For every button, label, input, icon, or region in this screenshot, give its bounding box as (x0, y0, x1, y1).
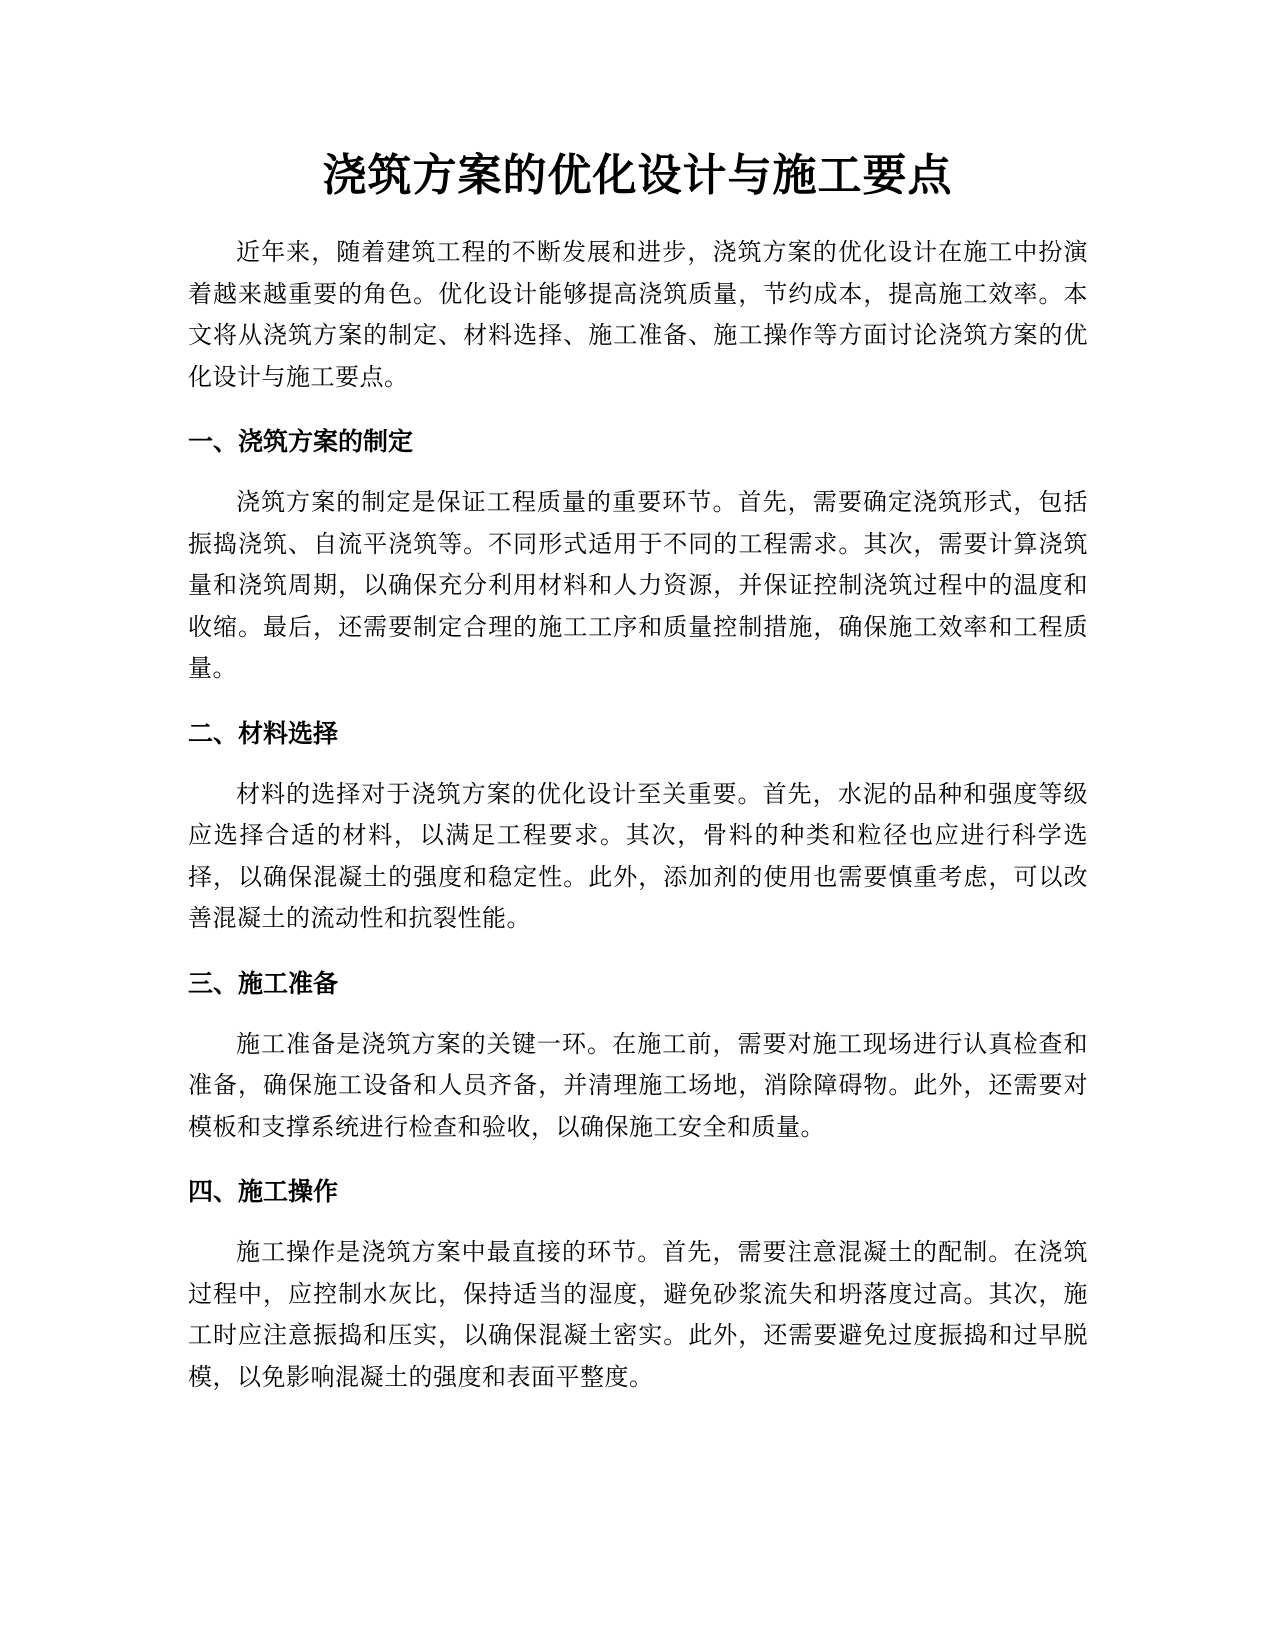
section-heading-4: 四、施工操作 (188, 1177, 339, 1206)
section-body-4: 施工操作是浇筑方案中最直接的环节。首先，需要注意混凝土的配制。在浇筑过程中，应控制水灰比，保持适当的湿度，避免砂浆流失和坍落度过高。其次，施工时应注意振捣和压实，以确保混凝土密实。此外，还需要避免过度振捣和过早脱模，以免影响混凝土的强度和表面平整度。 (188, 1238, 1088, 1391)
document-body (188, 232, 1088, 1398)
section-body-1: 浇筑方案的制定是保证工程质量的重要环节。首先，需要确定浇筑形式，包括振捣浇筑、自流平浇筑等。不同形式适用于不同的工程需求。其次，需要计算浇筑量和浇筑周期，以确保充分利用材料和人力资源，并保证控制浇筑过程中的温度和收缩。最后，还需要制定合理的施工工序和质量控制措施，确保施工效率和工程质量。 (188, 488, 1088, 682)
section-body-2: 材料的选择对于浇筑方案的优化设计至关重要。首先，水泥的品种和强度等级应选择合适的材料，以满足工程要求。其次，骨料的种类和粒径也应进行科学选择，以确保混凝土的强度和稳定性。此外，添加剂的使用也需要慎重考虑，可以改善混凝土的流动性和抗裂性能。 (188, 779, 1088, 932)
intro-paragraph: 近年来，随着建筑工程的不断发展和进步，浇筑方案的优化设计在施工中扮演着越来越重要的角色。优化设计能够提高浇筑质量，节约成本，提高施工效率。本文将从浇筑方案的制定、材料选择、施工准备、施工操作等方面讨论浇筑方案的优化设计与施工要点。 (188, 238, 1088, 391)
section-heading-1: 一、浇筑方案的制定 (188, 427, 414, 456)
section-heading-2: 二、材料选择 (188, 718, 339, 748)
document-title: 浇筑方案的优化设计与施工要点 (322, 150, 953, 201)
section-body-3: 施工准备是浇筑方案的关键一环。在施工前，需要对施工现场进行认真检查和准备，确保施工设备和人员齐备，并清理施工场地，消除障碍物。此外，还需要对模板和支撑系统进行检查和验收，以确保施工安全和质量。 (188, 1029, 1088, 1141)
section-heading-3: 三、施工准备 (188, 968, 339, 998)
